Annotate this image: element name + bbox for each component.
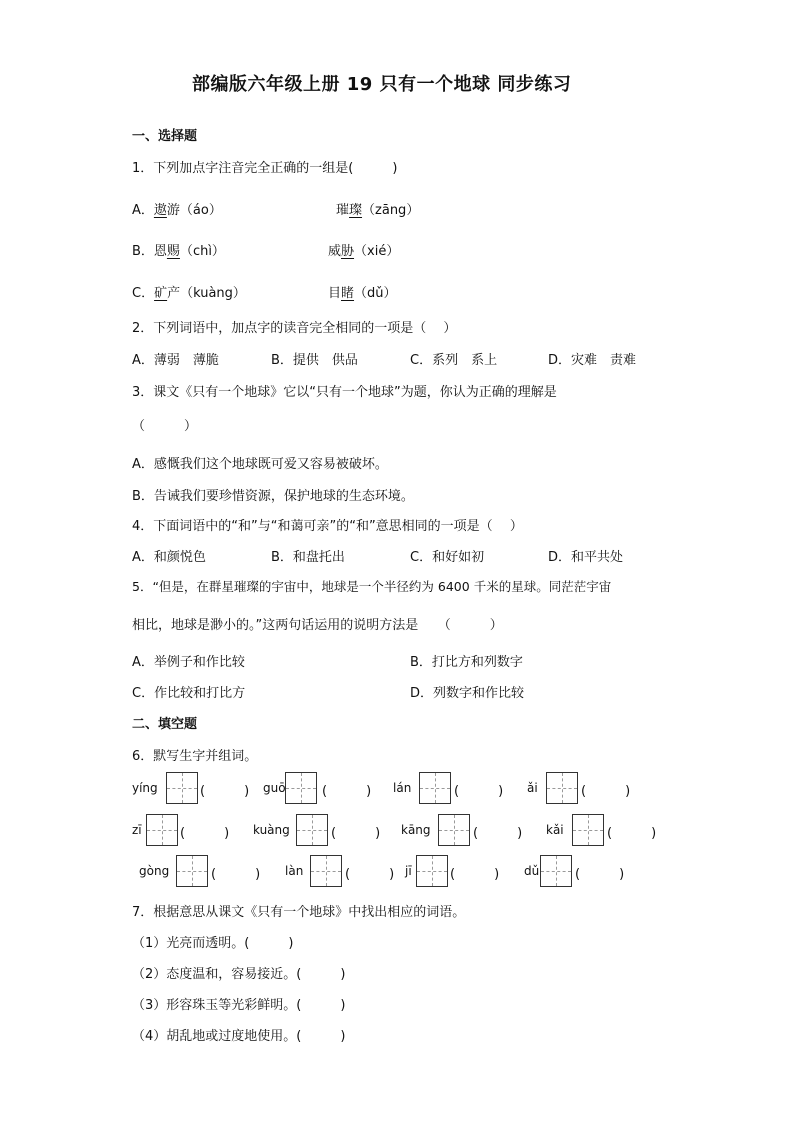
question-1-stem: 1．下列加点字注音完全正确的一组是( ) (132, 161, 398, 176)
pinyin-label: kǎi (546, 823, 564, 837)
option-text: （xié） (354, 244, 400, 259)
word-paren: ( ) (322, 784, 372, 799)
dotted-char: 胁 (341, 244, 355, 259)
option-text: 目 (328, 286, 342, 301)
option-text: 游（áo） (166, 203, 222, 218)
q7-item-2: （2）态度温和，容易接近。( ) (132, 967, 346, 982)
section-heading-fill: 二、填空题 (132, 717, 198, 732)
q4-option-c: C．和好如初 (410, 550, 485, 565)
option-text: （zāng） (362, 203, 420, 218)
q2-option-d: D．灾难 责难 (548, 353, 637, 368)
q1-option-a-left (132, 199, 222, 218)
option-label: A． (132, 203, 154, 218)
q3-option-a: A．感慨我们这个地球既可爱又容易被破坏。 (132, 457, 388, 472)
q5-option-c: C．作比较和打比方 (132, 686, 246, 701)
q1-option-a-right (336, 199, 419, 218)
pinyin-label: kāng (401, 823, 431, 837)
character-box[interactable] (540, 855, 572, 887)
question-6-stem: 6．默写生字并组词。 (132, 749, 258, 764)
question-3-stem: 3．课文《只有一个地球》它以“只有一个地球”为题，你认为正确的理解是 (132, 385, 557, 400)
character-box[interactable] (146, 814, 178, 846)
word-paren: ( ) (331, 826, 381, 841)
option-label: B．恩 (132, 244, 167, 259)
pinyin-label: dǔ (524, 864, 540, 878)
question-3-paren: （ ） (132, 419, 198, 434)
q1-option-c-left (132, 282, 246, 301)
pinyin-label: zī (132, 823, 142, 837)
dotted-char: 遨 (153, 203, 167, 218)
question-7-stem: 7．根据意思从课文《只有一个地球》中找出相应的词语。 (132, 905, 466, 920)
q1-option-c-right (328, 282, 397, 301)
q1-option-b-right (328, 240, 399, 259)
q2-option-c: C．系列 系上 (410, 353, 498, 368)
pinyin-label: lán (393, 781, 412, 795)
q4-option-b: B．和盘托出 (271, 550, 345, 565)
option-text: 威 (328, 244, 342, 259)
word-paren: ( ) (454, 784, 504, 799)
word-paren: ( ) (345, 867, 395, 882)
q4-option-a: A．和颜悦色 (132, 550, 206, 565)
question-4-stem: 4．下面词语中的“和”与“和蔼可亲”的“和”意思相同的一项是（ ） (132, 519, 523, 534)
word-paren: ( ) (211, 867, 261, 882)
dotted-char: 睹 (341, 286, 355, 301)
q7-item-1: （1）光亮而透明。( ) (132, 936, 294, 951)
word-paren: ( ) (180, 826, 230, 841)
word-paren: ( ) (200, 784, 250, 799)
page-title: 部编版六年级上册 19 只有一个地球 同步练习 (192, 74, 572, 95)
question-5-line-1: 5．“但是，在群星璀璨的宇宙中，地球是一个半径约为 6400 千米的星球。同茫茫宇宙 (132, 579, 612, 594)
pinyin-label: gòng (139, 864, 170, 878)
q5-option-a: A．举例子和作比较 (132, 655, 245, 670)
pinyin-label: jī (405, 864, 412, 878)
word-paren: ( ) (607, 826, 657, 841)
pinyin-label: guō (263, 781, 286, 795)
character-box[interactable] (166, 772, 198, 804)
q5-option-d: D．列数字和作比较 (410, 686, 525, 701)
character-box[interactable] (416, 855, 448, 887)
q3-option-b: B．告诫我们要珍惜资源，保护地球的生态环境。 (132, 489, 414, 504)
dotted-char: 赐 (166, 244, 180, 259)
character-box[interactable] (546, 772, 578, 804)
pinyin-label: yíng (132, 781, 158, 795)
character-box[interactable] (285, 772, 317, 804)
character-box[interactable] (176, 855, 208, 887)
q2-option-b: B．提供 供品 (271, 353, 358, 368)
character-box[interactable] (310, 855, 342, 887)
word-paren: ( ) (575, 867, 625, 882)
dotted-char: 璨 (349, 203, 363, 218)
option-text: 璀 (336, 203, 350, 218)
option-text: （dǔ） (354, 286, 397, 301)
word-paren: ( ) (581, 784, 631, 799)
character-box[interactable] (572, 814, 604, 846)
pinyin-label: ǎi (527, 781, 538, 795)
option-text: 产（kuàng） (167, 286, 246, 301)
pinyin-label: làn (285, 864, 304, 878)
question-5-line-2: 相比，地球是渺小的。”这两句话运用的说明方法是 （ ） (132, 618, 503, 633)
question-2-stem: 2．下列词语中，加点字的读音完全相同的一项是（ ） (132, 321, 457, 336)
character-box[interactable] (438, 814, 470, 846)
q5-option-b: B．打比方和列数字 (410, 655, 523, 670)
word-paren: ( ) (450, 867, 500, 882)
q7-item-4: （4）胡乱地或过度地使用。( ) (132, 1029, 346, 1044)
q2-option-a: A．薄弱 薄脆 (132, 353, 219, 368)
q4-option-d: D．和平共处 (548, 550, 624, 565)
character-box[interactable] (419, 772, 451, 804)
pinyin-label: kuàng (253, 823, 290, 837)
option-text: （chì） (179, 244, 225, 259)
dotted-char: 矿 (154, 286, 168, 301)
q1-option-b-left (132, 240, 225, 259)
option-label: C． (132, 286, 155, 301)
section-heading-choice: 一、选择题 (132, 129, 198, 144)
q7-item-3: （3）形容珠玉等光彩鲜明。( ) (132, 998, 346, 1013)
character-box[interactable] (296, 814, 328, 846)
word-paren: ( ) (473, 826, 523, 841)
